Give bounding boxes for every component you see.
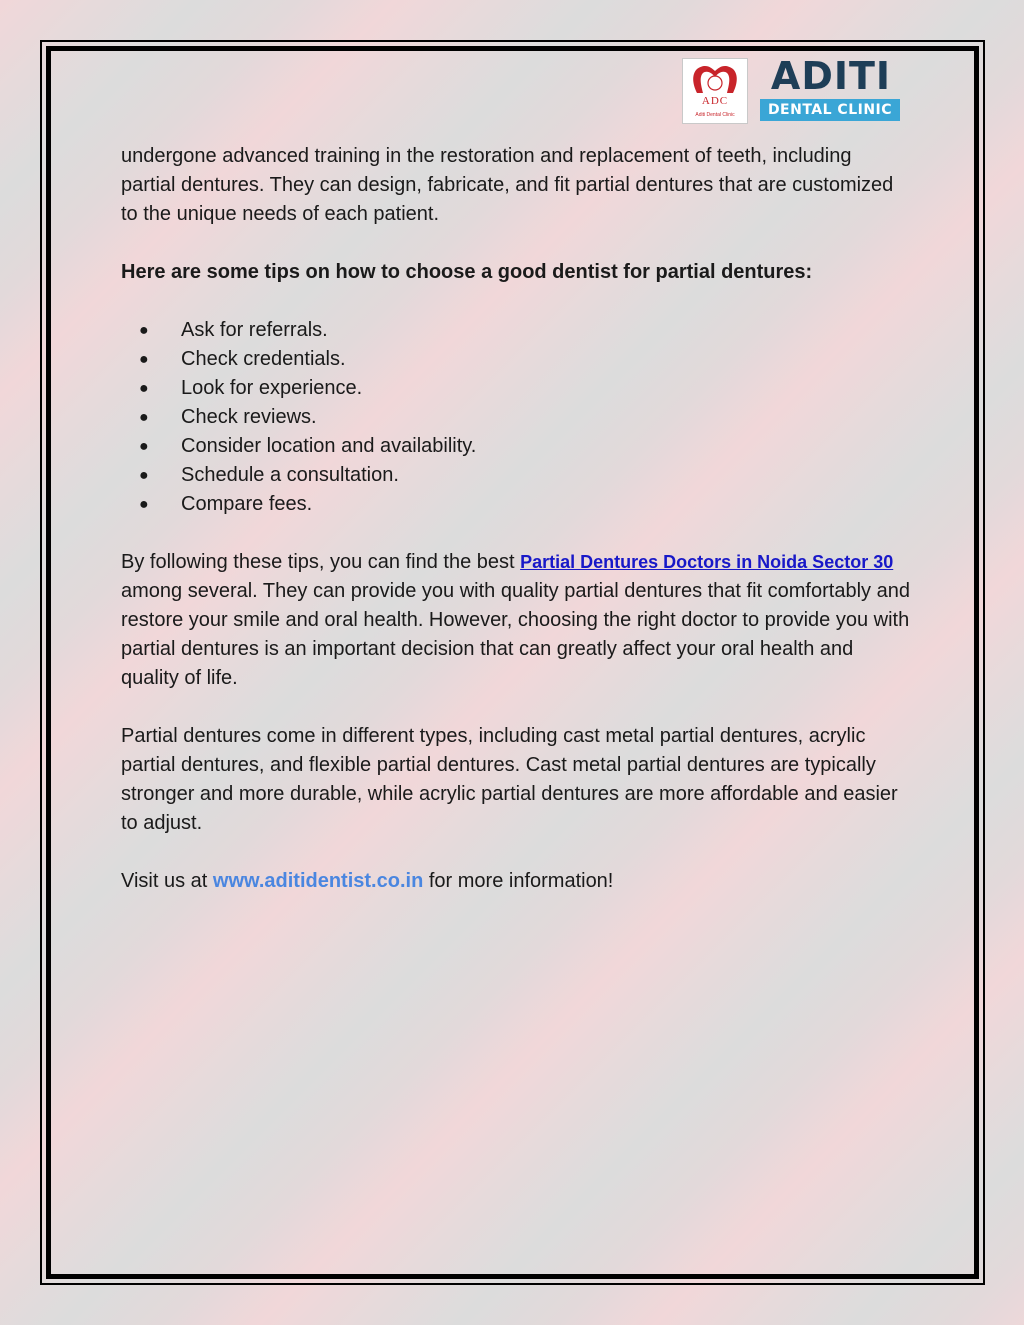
tips-list <box>121 316 911 519</box>
tip-text: Compare fees. <box>181 493 313 515</box>
doctors-link[interactable]: Partial Dentures Doctors in Noida Sector 30 <box>520 552 894 572</box>
intro-paragraph: undergone advanced training in the restoration and replacement of teeth, including partial dentures. They can design, fabricate, and fit partial dentures that are customized to the unique needs of each patient. <box>121 145 894 225</box>
list-item <box>121 461 911 490</box>
types-paragraph: Partial dentures come in different types, including cast metal partial dentures, acrylic partial dentures, and flexible partial dentures. Cast metal partial dentures are typically stronger and more durable, while acrylic partial dentures are more affordable and easier to adjust. <box>121 725 898 834</box>
logo-small-text: Aditi Dental Clinic <box>695 112 735 118</box>
tip-text: Consider location and availability. <box>181 435 477 457</box>
tips-heading: Here are some tips on how to choose a good dentist for partial dentures: <box>121 261 813 283</box>
bullet-icon: ● <box>139 409 149 426</box>
bullet-icon: ● <box>139 438 149 455</box>
list-item <box>121 345 911 374</box>
tip-text: Look for experience. <box>181 377 363 399</box>
bullet-icon: ● <box>139 351 149 368</box>
bullet-icon: ● <box>139 322 149 339</box>
website-link[interactable]: www.aditidentist.co.in <box>212 870 424 892</box>
following-paragraph <box>121 548 911 693</box>
bullet-icon: ● <box>139 380 149 397</box>
visit-text-before: Visit us at <box>121 870 213 892</box>
logo-wordmark: ADITI <box>770 54 892 98</box>
tip-text: Ask for referrals. <box>181 319 328 341</box>
visit-text-after: for more information! <box>423 870 614 892</box>
list-item <box>121 316 911 345</box>
tooth-logo-icon <box>682 58 748 124</box>
logo-subtitle: DENTAL CLINIC <box>760 99 900 121</box>
article-body <box>121 142 911 925</box>
visit-paragraph <box>121 867 911 896</box>
clinic-logo <box>682 54 902 126</box>
tip-text: Schedule a consultation. <box>181 464 399 486</box>
list-item <box>121 374 911 403</box>
following-text-after: among several. They can provide you with quality partial dentures that fit comfortably and restore your smile and oral health. However, choosing the right doctor to provide you with partial dentures is an important decision that can greatly affect your oral health and quality of life. <box>121 580 910 689</box>
logo-adc-text: ADC <box>701 95 729 107</box>
tip-text: Check credentials. <box>181 348 346 370</box>
tip-text: Check reviews. <box>181 406 317 428</box>
bullet-icon: ● <box>139 496 149 513</box>
list-item <box>121 490 911 519</box>
bullet-icon: ● <box>139 467 149 484</box>
following-text-before: By following these tips, you can find the best <box>121 551 521 573</box>
list-item <box>121 432 911 461</box>
list-item <box>121 403 911 432</box>
